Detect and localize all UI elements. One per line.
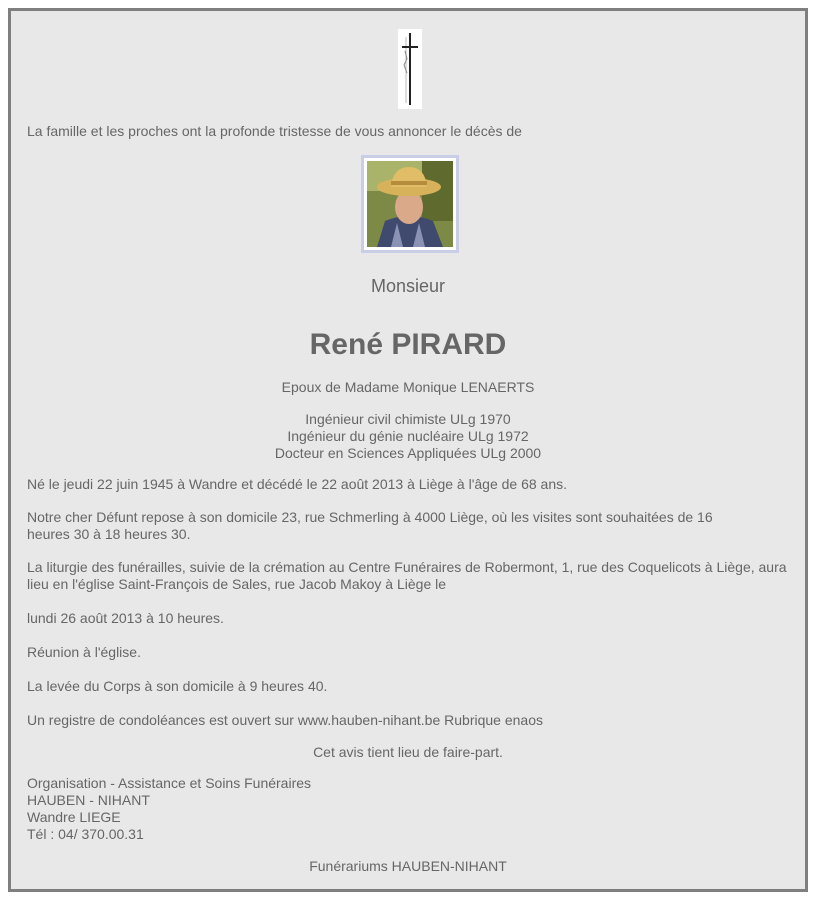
footer-text: Funérariums HAUBEN-NIHANT — [309, 858, 507, 874]
intro-text: La famille et les proches ont la profonde tristesse de vous annoncer le décès de — [27, 123, 522, 139]
liturgy-text: La liturgie des funérailles, suivie de la crémation au Centre Funéraires de Robermont, 1, rue des Coquelicots à Liège, aura lieu en l'église Saint-François de Sales, rue Jacob Makoy à Liège le — [27, 559, 787, 592]
meeting-text: Réunion à l'église. — [27, 644, 141, 660]
salutation: Monsieur — [370, 276, 446, 296]
cross-icon — [398, 29, 422, 109]
visitation-text: Notre cher Défunt repose à son domicile 23, rue Schmerling à 4000 Liège, où les visites sont souhaitées de 16 heures 30 à 18 heures 30. — [27, 509, 713, 542]
title-line: Docteur en Sciences Appliquées ULg 2000 — [274, 445, 542, 461]
organisation-line: Organisation - Assistance et Soins Funéraires — [27, 775, 312, 791]
portrait-photo — [361, 155, 459, 253]
obituary-notice — [8, 8, 808, 892]
titles-block — [11, 411, 805, 462]
notice-line: Cet avis tient lieu de faire-part. — [313, 744, 503, 760]
organisation-phone: Tél : 04/ 370.00.31 — [27, 826, 144, 842]
registry-text: Un registre de condoléances est ouvert sur www.hauben-nihant.be Rubrique enaos — [27, 712, 543, 728]
title-line: Ingénieur du génie nucléaire ULg 1972 — [287, 428, 529, 444]
organisation-block — [27, 775, 311, 843]
organisation-line: HAUBEN - NIHANT — [27, 792, 150, 808]
deceased-name: René PIRARD — [309, 328, 507, 361]
lifting-text: La levée du Corps à son domicile à 9 heures 40. — [27, 678, 328, 694]
funeral-date: lundi 26 août 2013 à 10 heures. — [27, 610, 224, 626]
title-line: Ingénieur civil chimiste ULg 1970 — [305, 411, 511, 427]
organisation-line: Wandre LIEGE — [27, 809, 121, 825]
spouse-line: Epoux de Madame Monique LENAERTS — [281, 379, 535, 395]
birth-death-text: Né le jeudi 22 juin 1945 à Wandre et décédé le 22 août 2013 à Liège à l'âge de 68 ans. — [27, 476, 568, 492]
